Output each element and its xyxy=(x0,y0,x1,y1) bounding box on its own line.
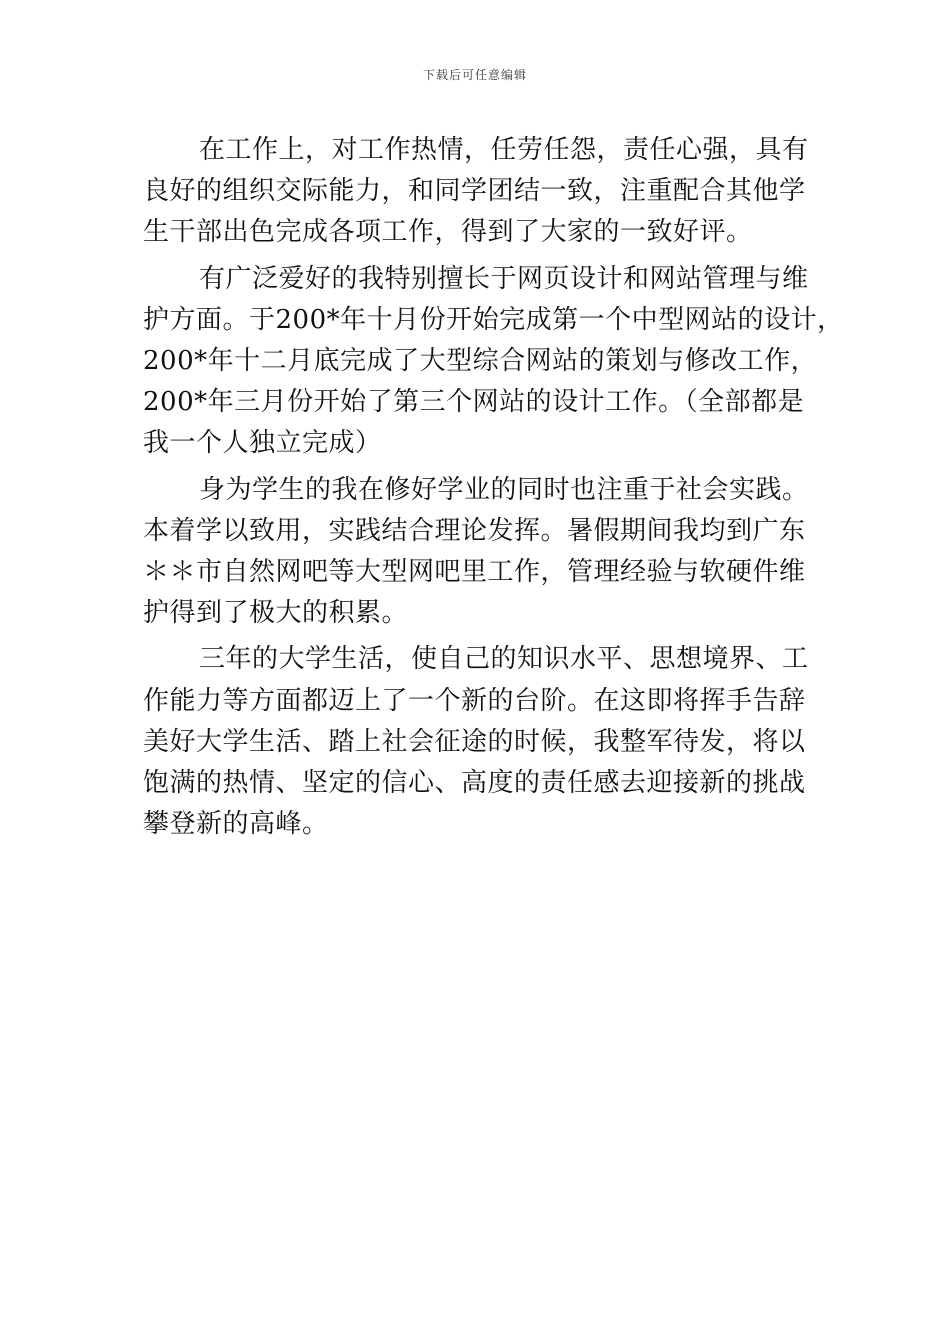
text-line: 攀登新的高峰。 xyxy=(143,809,329,840)
document-body xyxy=(143,130,844,845)
text-line: 身为学生的我在修好学业的同时也注重于社会实践。 xyxy=(199,474,809,505)
paragraph-work xyxy=(143,130,811,254)
text-line: 200*年三月份开始了第三个网站的设计工作。（全部都是 xyxy=(143,387,805,418)
text-line: 护方面。于200*年十月份开始完成第一个中型网站的设计， xyxy=(143,304,844,335)
text-line: 护得到了极大的积累。 xyxy=(143,598,409,629)
text-line: 在工作上，对工作热情，任劳任怨，责任心强，具有 xyxy=(199,135,809,165)
paragraph-conclusion xyxy=(143,639,811,845)
text-line: 我一个人独立完成） xyxy=(143,428,382,459)
text-line: 作能力等方面都迈上了一个新的台阶。在这即将挥手告辞 xyxy=(143,685,806,716)
text-line: ＊＊市自然网吧等大型网吧里工作，管理经验与软硬件维 xyxy=(143,557,806,588)
text-line: 生干部出色完成各项工作，得到了大家的一致好评。 xyxy=(143,217,753,248)
text-line: 本着学以致用，实践结合理论发挥。暑假期间我均到广东 xyxy=(143,515,806,546)
text-line: 美好大学生活、踏上社会征途的时候，我整军待发，将以 xyxy=(143,726,806,757)
paragraph-practice xyxy=(143,470,811,635)
text-line: 良好的组织交际能力，和同学团结一致，注重配合其他学 xyxy=(143,176,806,207)
text-line: 有广泛爱好的我特别擅长于网页设计和网站管理与维 xyxy=(199,263,809,294)
header-note: 下载后可任意编辑 xyxy=(422,68,527,82)
text-line: 饱满的热情、坚定的信心、高度的责任感去迎接新的挑战 xyxy=(143,768,806,799)
text-line: 三年的大学生活，使自己的知识水平、思想境界、工 xyxy=(199,644,809,675)
paragraph-hobbies xyxy=(143,259,844,465)
text-line: 200*年十二月底完成了大型综合网站的策划与修改工作， xyxy=(143,346,818,377)
